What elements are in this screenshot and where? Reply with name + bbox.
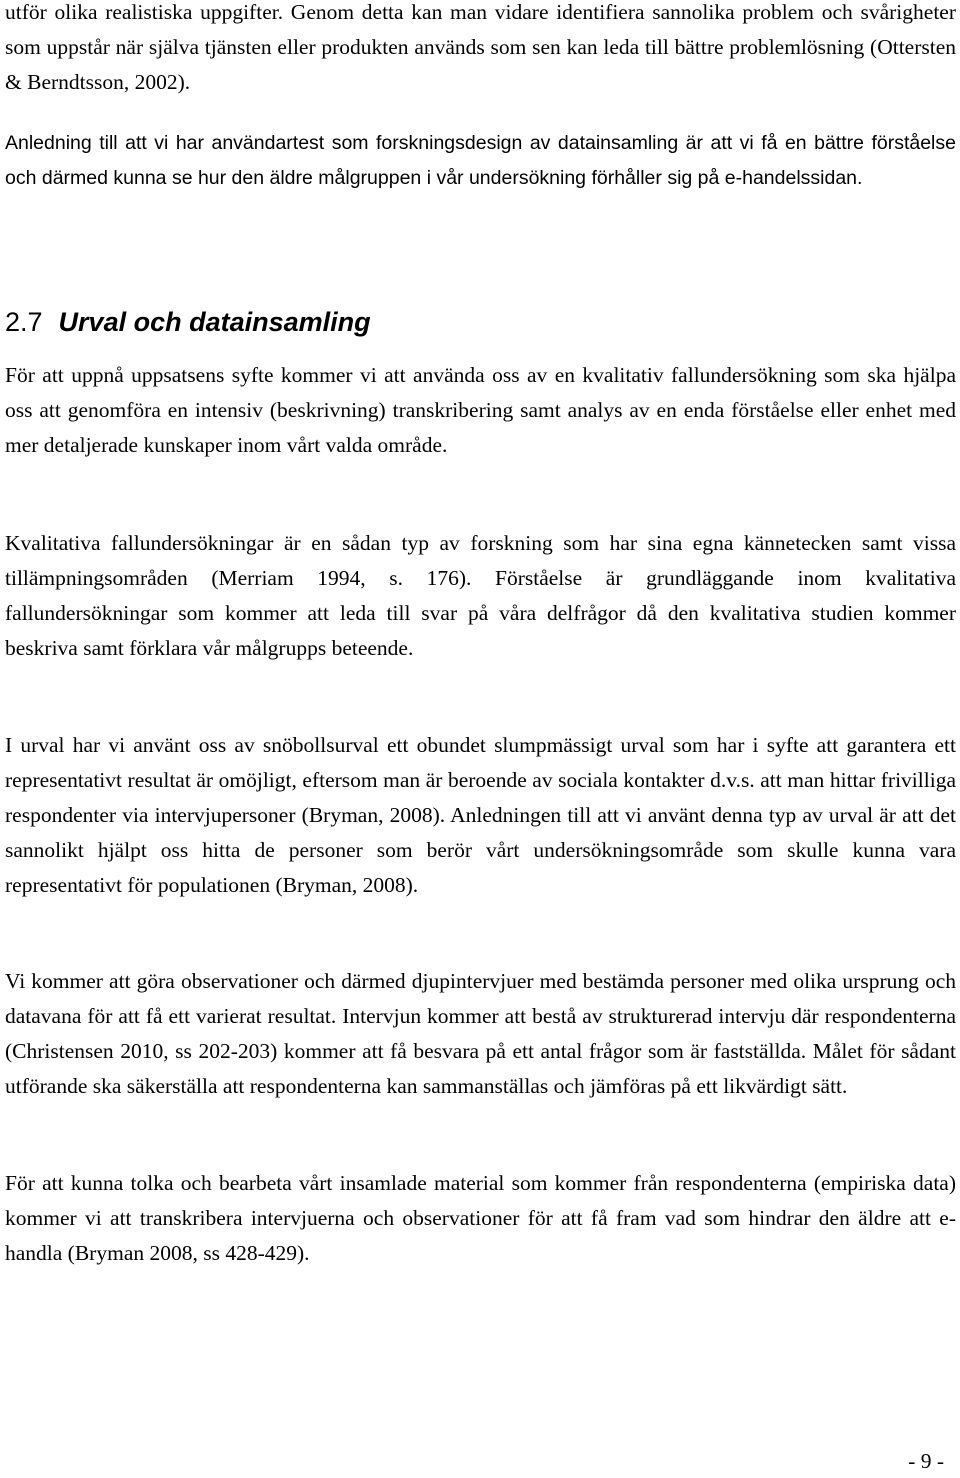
paragraph-observationer: Vi kommer att göra observationer och därmed djupintervjuer med bestämda personer med olika ursprung och datavana för att få ett varierat resultat. Intervjun kommer att bestå av strukturerad intervju där respondenterna (Christensen 2010, ss 202-203) kommer att få besvara på ett antal frågor som är fastställda. Målet för sådant utförande ska säkerställa att respondenterna kan sammanställas och jämföras på ett likvärdigt sätt. bbox=[5, 969, 956, 1098]
page-number: - 9 - bbox=[908, 1449, 944, 1473]
paragraph-transkribering: För att kunna tolka och bearbeta vårt insamlade material som kommer från respondenterna (empiriska data) kommer vi att transkribera intervjuerna och observationer för att få fram vad som hindrar den äldre att e-handla (Bryman 2008, ss 428-429). bbox=[5, 1171, 956, 1265]
paragraph-fallundersokningar: Kvalitativa fallundersökningar är en sådan typ av forskning som har sina egna kännetecken samt vissa tillämpningsområden (Merriam 1994, s. 176). Förståelse är grundläggande inom kvalitativa fallundersökningar som kommer att leda till svar på våra delfrågor då den kvalitativa studien kommer beskriva samt förklara vår målgrupps beteende. bbox=[5, 531, 956, 660]
section-title: Urval och datainsamling bbox=[58, 307, 371, 337]
section-number: 2.7 bbox=[5, 307, 43, 337]
paragraph-urval: I urval har vi använt oss av snöbollsurval ett obundet slumpmässigt urval som har i syfte att garantera ett representativt resultat är omöjligt, eftersom man är beroende av sociala kontakter d.v.s. att man hittar frivilliga respondenter via intervjupersoner (Bryman, 2008). Anledningen till att vi använt denna typ av urval är att det sannolikt hjälpt oss hitta de personer som berör vårt undersökningsområde som skulle kunna vara representativt för populationen (Bryman, 2008). bbox=[5, 733, 956, 897]
paragraph-anledning: Anledning till att vi har användartest som forskningsdesign av datainsamling är att vi få en bättre förståelse och därmed kunna se hur den äldre målgruppen i vår undersökning förhåller sig på e-handelssidan. bbox=[5, 132, 956, 189]
paragraph-intro: utför olika realistiska uppgifter. Genom detta kan man vidare identifiera sannolika problem och svårigheter som uppstår när själva tjänsten eller produkten används som sen kan leda till bättre problemlösning (Ottersten & Berndtsson, 2002). bbox=[5, 0, 956, 94]
section-heading bbox=[5, 302, 956, 342]
paragraph-syfte: För att uppnå uppsatsens syfte kommer vi att använda oss av en kvalitativ fallundersökning som ska hjälpa oss att genomföra en intensiv (beskrivning) transkribering samt analys av en enda förståelse eller enhet med mer detaljerade kunskaper inom vårt valda område. bbox=[5, 363, 956, 457]
